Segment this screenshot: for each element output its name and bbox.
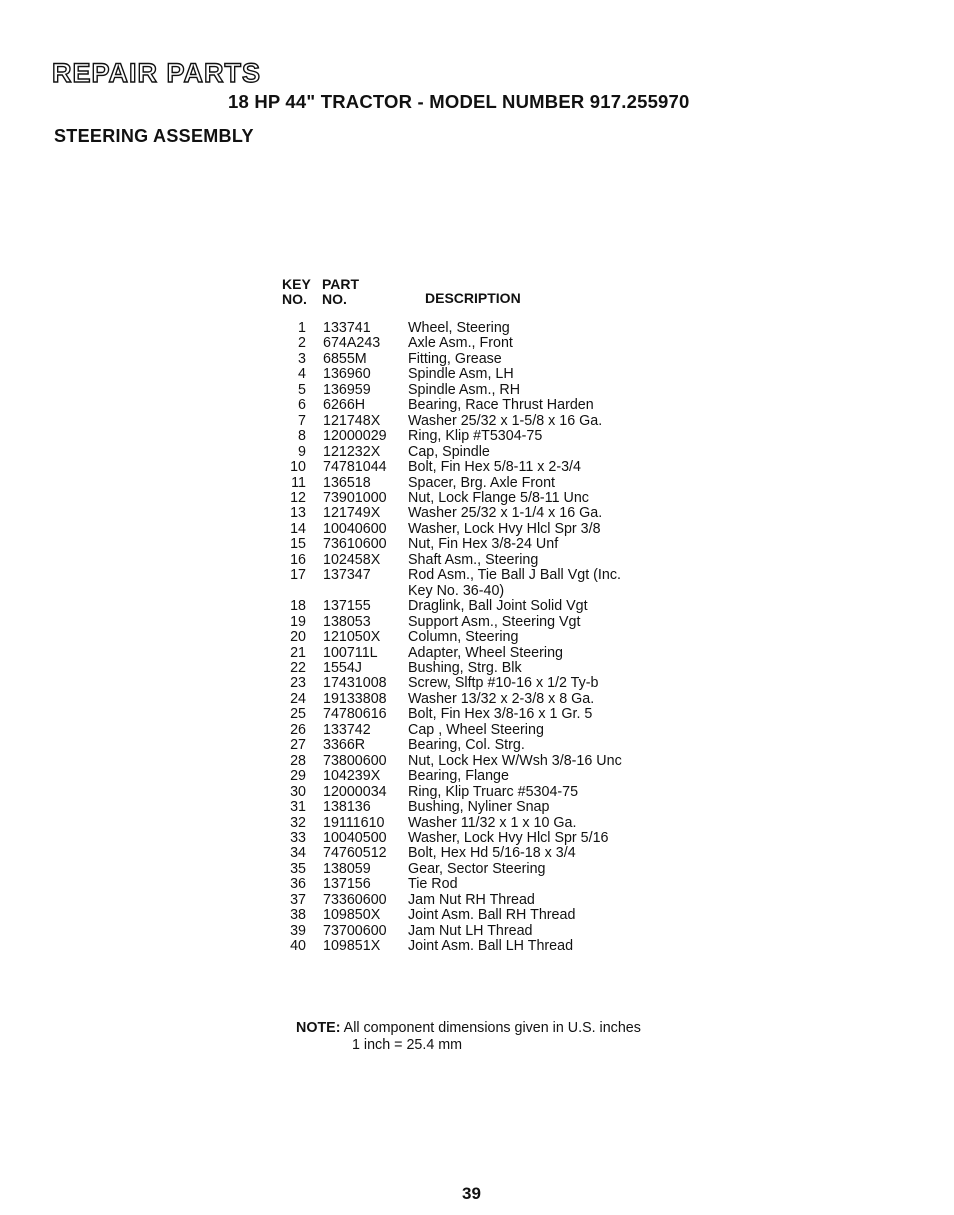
column-header-key-line2: NO. [282, 291, 307, 307]
key-number: 6 [298, 397, 306, 414]
part-description: Washer, Lock Hvy Hlcl Spr 5/16 [408, 829, 609, 846]
page-title: REPAIR PARTS [52, 58, 262, 88]
part-number: 74780616 [323, 706, 387, 723]
key-number: 33 [290, 829, 306, 846]
part-number [306, 584, 408, 599]
key-number: 39 [290, 922, 306, 939]
key-number: 28 [290, 752, 306, 769]
part-description: Column, Steering [408, 629, 519, 646]
table-row [270, 707, 700, 722]
part-number: 138059 [323, 860, 371, 877]
table-row [270, 553, 700, 568]
key-number: 24 [290, 690, 306, 707]
table-row [270, 398, 700, 413]
key-number: 18 [290, 598, 306, 615]
key-number: 26 [290, 721, 306, 738]
part-description: Support Asm., Steering Vgt [408, 613, 581, 630]
table-row [270, 445, 700, 460]
key-number: 13 [290, 505, 306, 522]
table-row [270, 893, 700, 908]
part-number: 74781044 [323, 459, 387, 476]
table-row [270, 661, 700, 676]
part-number: 136959 [323, 381, 371, 398]
table-row [270, 800, 700, 815]
table-row [270, 816, 700, 831]
part-number: 17431008 [323, 675, 387, 692]
table-row [270, 846, 700, 861]
part-number: 133742 [323, 721, 371, 738]
key-number: 8 [298, 428, 306, 445]
part-description: Jam Nut LH Thread [408, 922, 533, 939]
part-description: Joint Asm. Ball LH Thread [408, 938, 574, 955]
part-description: Washer 11/32 x 1 x 10 Ga. [408, 814, 577, 831]
table-row [270, 676, 700, 691]
part-number: 137347 [323, 567, 371, 584]
part-description: Rod Asm., Tie Ball J Ball Vgt (Inc. [408, 567, 621, 584]
part-description: Spindle Asm., RH [408, 381, 521, 398]
key-number: 1 [298, 320, 306, 336]
part-description: Nut, Lock Flange 5/8-11 Unc [408, 489, 589, 506]
key-number: 15 [290, 536, 306, 553]
key-number: 10 [290, 459, 306, 476]
part-number: 3366R [323, 737, 366, 754]
part-description: Spindle Asm, LH [408, 366, 514, 383]
part-description: Washer 13/32 x 2-3/8 x 8 Ga. [408, 690, 595, 707]
key-number: 2 [298, 335, 306, 352]
part-description: Key No. 36-40) [408, 582, 505, 599]
key-number: 9 [298, 443, 306, 460]
part-description: Adapter, Wheel Steering [408, 644, 563, 661]
key-number [270, 584, 306, 599]
part-description: Cap, Spindle [408, 443, 490, 460]
part-description: Spacer, Brg. Axle Front [408, 474, 556, 491]
part-description: Washer 25/32 x 1-1/4 x 16 Ga. [408, 505, 603, 522]
key-number: 22 [290, 659, 306, 676]
table-row [270, 831, 700, 846]
table-row [270, 414, 700, 429]
part-number: 73901000 [323, 489, 387, 506]
column-header-part [322, 277, 359, 307]
part-description: Ring, Klip #T5304-75 [408, 428, 543, 445]
column-header-part-line2: NO. [322, 291, 347, 307]
part-number: 136960 [323, 366, 371, 383]
part-description: Bearing, Flange [408, 768, 509, 785]
table-row [270, 429, 700, 444]
part-number: 19111610 [323, 814, 385, 831]
part-description: Bolt, Fin Hex 3/8-16 x 1 Gr. 5 [408, 706, 593, 723]
key-number: 12 [290, 489, 306, 506]
parts-list [270, 321, 700, 955]
part-description: Cap , Wheel Steering [408, 721, 544, 738]
table-row [270, 630, 700, 645]
part-description: Bushing, Strg. Blk [408, 659, 522, 676]
part-description: Ring, Klip Truarc #5304-75 [408, 783, 579, 800]
column-header-key-line1: KEY [282, 276, 311, 292]
key-number: 38 [290, 907, 306, 924]
section-heading: STEERING ASSEMBLY [54, 126, 254, 146]
key-number: 20 [290, 629, 306, 646]
table-row [270, 939, 700, 954]
table-row [270, 723, 700, 738]
key-number: 29 [290, 768, 306, 785]
part-description: Washer, Lock Hvy Hlcl Spr 3/8 [408, 520, 601, 537]
table-row [270, 754, 700, 769]
table-row [270, 646, 700, 661]
part-description: Nut, Lock Hex W/Wsh 3/8-16 Unc [408, 752, 622, 769]
part-number: 73800600 [323, 752, 387, 769]
part-description: Axle Asm., Front [408, 335, 513, 352]
part-description: Tie Rod [408, 876, 458, 893]
part-number: 109850X [323, 907, 381, 924]
key-number: 23 [290, 675, 306, 692]
part-number: 1554J [323, 659, 362, 676]
key-number: 4 [298, 366, 306, 383]
key-number: 32 [290, 814, 306, 831]
table-row [270, 476, 700, 491]
table-row [270, 584, 700, 599]
part-description: Nut, Fin Hex 3/8-24 Unf [408, 536, 559, 553]
table-row [270, 537, 700, 552]
model-heading: 18 HP 44" TRACTOR - MODEL NUMBER 917.255970 [228, 91, 690, 112]
part-description: Bushing, Nyliner Snap [408, 799, 550, 816]
table-row [270, 460, 700, 475]
part-number: 10040600 [323, 520, 387, 537]
table-row [270, 877, 700, 892]
part-number: 121748X [323, 412, 381, 429]
table-row [270, 383, 700, 398]
part-number: 133741 [323, 320, 371, 336]
part-number: 109851X [323, 938, 381, 955]
part-description: Bolt, Fin Hex 5/8-11 x 2-3/4 [408, 459, 581, 476]
key-number: 35 [290, 860, 306, 877]
note-label: NOTE: [296, 1020, 341, 1036]
part-number: 12000034 [323, 783, 387, 800]
part-number: 137155 [323, 598, 371, 615]
table-row [270, 491, 700, 506]
table-row [270, 522, 700, 537]
part-number: 136518 [323, 474, 371, 491]
part-description: Washer 25/32 x 1-5/8 x 16 Ga. [408, 412, 603, 429]
key-number: 37 [290, 891, 306, 908]
key-number: 17 [290, 567, 306, 584]
key-number: 7 [298, 412, 306, 429]
column-header-part-line1: PART [322, 276, 360, 292]
part-number: 121232X [323, 443, 381, 460]
part-number: 121050X [323, 629, 381, 646]
part-number: 121749X [323, 505, 381, 522]
note-line2: 1 inch = 25.4 mm [352, 1037, 463, 1053]
key-number: 21 [290, 644, 306, 661]
part-number: 674A243 [323, 335, 381, 352]
part-number: 19133808 [323, 690, 387, 707]
key-number: 40 [290, 938, 306, 955]
part-number: 138136 [323, 799, 371, 816]
table-row [270, 336, 700, 351]
part-number: 10040500 [323, 829, 387, 846]
table-row [270, 367, 700, 382]
table-row [270, 568, 700, 583]
table-row [270, 908, 700, 923]
column-header-key [282, 277, 311, 307]
part-description: Fitting, Grease [408, 350, 502, 367]
part-number: 100711L [323, 644, 378, 661]
key-number: 19 [290, 613, 306, 630]
column-header-description: DESCRIPTION [425, 290, 521, 306]
note-line1: All component dimensions given in U.S. inches [343, 1020, 641, 1036]
part-number: 73360600 [323, 891, 387, 908]
part-number: 6855M [323, 350, 367, 367]
key-number: 30 [290, 783, 306, 800]
table-row [270, 769, 700, 784]
part-description: Joint Asm. Ball RH Thread [408, 907, 576, 924]
part-number: 102458X [323, 551, 381, 568]
table-row [270, 599, 700, 614]
key-number: 27 [290, 737, 306, 754]
part-description: Bearing, Col. Strg. [408, 737, 525, 754]
part-description: Wheel, Steering [408, 320, 510, 336]
table-row [270, 785, 700, 800]
part-description: Bearing, Race Thrust Harden [408, 397, 594, 414]
part-description: Screw, Slftp #10-16 x 1/2 Ty-b [408, 675, 599, 692]
table-row [270, 692, 700, 707]
table-row [270, 862, 700, 877]
table-row [270, 615, 700, 630]
table-row [270, 321, 700, 336]
key-number: 3 [298, 350, 306, 367]
table-row [270, 352, 700, 367]
part-number: 73610600 [323, 536, 387, 553]
key-number: 14 [290, 520, 306, 537]
part-number: 137156 [323, 876, 371, 893]
key-number: 25 [290, 706, 306, 723]
part-number: 73700600 [323, 922, 387, 939]
key-number: 36 [290, 876, 306, 893]
note [296, 1020, 641, 1036]
part-number: 12000029 [323, 428, 387, 445]
table-row [270, 924, 700, 939]
part-number: 6266H [323, 397, 366, 414]
key-number: 5 [298, 381, 306, 398]
part-number: 104239X [323, 768, 381, 785]
part-description: Jam Nut RH Thread [408, 891, 535, 908]
part-description: Gear, Sector Steering [408, 860, 546, 877]
part-number: 74760512 [323, 845, 387, 862]
page-number: 39 [462, 1184, 481, 1203]
key-number: 16 [290, 551, 306, 568]
key-number: 31 [290, 799, 306, 816]
part-description: Draglink, Ball Joint Solid Vgt [408, 598, 588, 615]
key-number: 34 [290, 845, 306, 862]
table-row [270, 506, 700, 521]
part-number: 138053 [323, 613, 371, 630]
part-description: Bolt, Hex Hd 5/16-18 x 3/4 [408, 845, 576, 862]
table-row [270, 738, 700, 753]
key-number: 11 [291, 474, 306, 491]
part-description: Shaft Asm., Steering [408, 551, 539, 568]
